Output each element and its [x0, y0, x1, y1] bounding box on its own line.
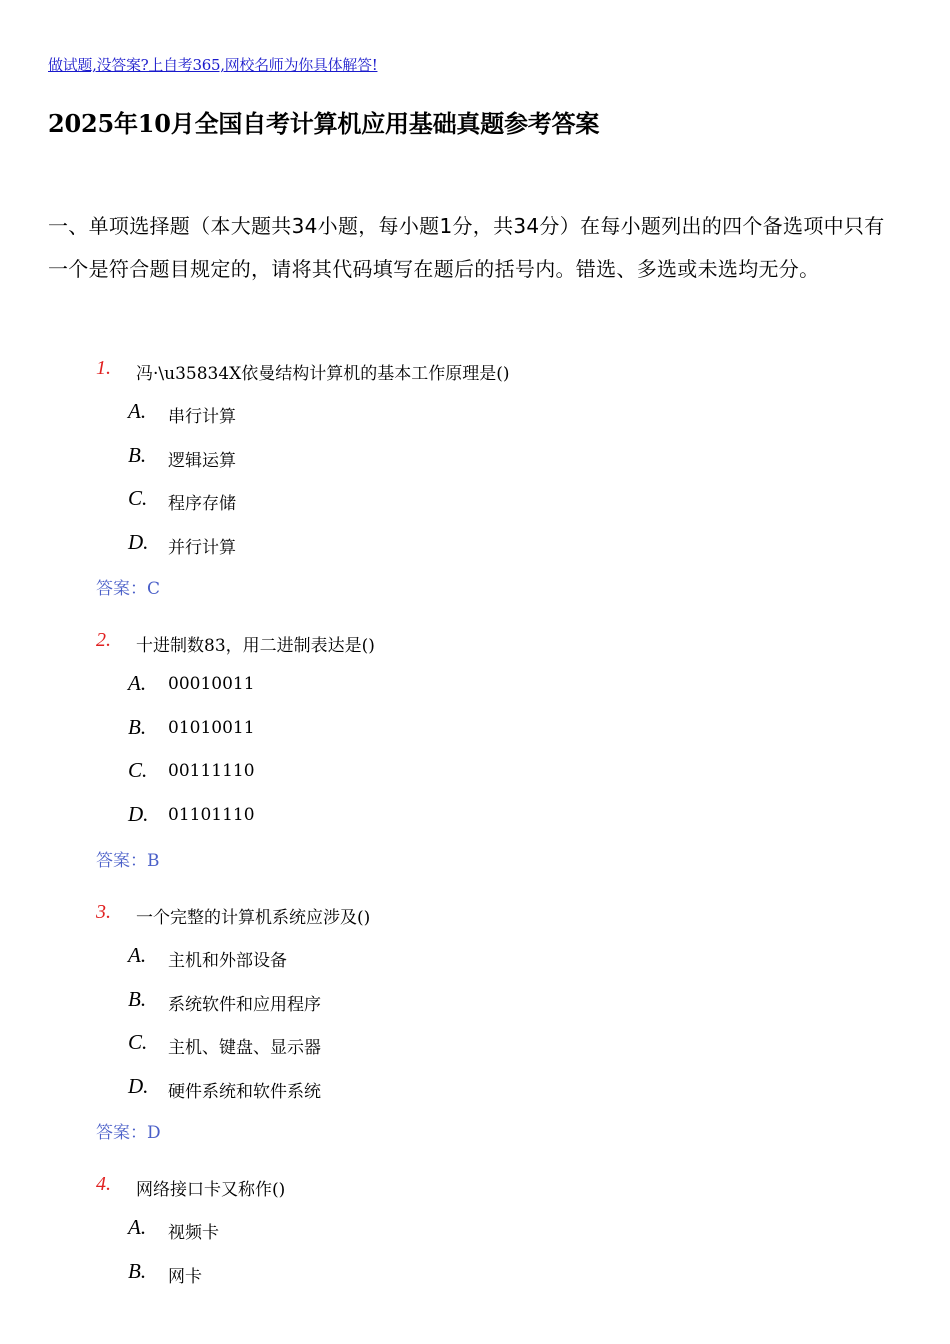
- option-text: 视频卡: [168, 1223, 219, 1243]
- question-item: [96, 351, 916, 614]
- option-text: 网卡: [168, 1266, 202, 1287]
- option-a: [96, 939, 916, 983]
- option-text: 01101110: [168, 805, 255, 826]
- question-text: 十进制数83，用二进制表达是(): [136, 636, 375, 656]
- option-b: [96, 1255, 916, 1299]
- option-b: [96, 983, 916, 1027]
- option-text: 逻辑运算: [168, 450, 236, 471]
- option-letter: B.: [128, 1258, 147, 1283]
- option-text: 程序存储: [168, 494, 236, 515]
- option-text: 串行计算: [168, 407, 236, 427]
- option-d: [96, 526, 916, 570]
- question-item: [96, 1167, 916, 1298]
- promo-link[interactable]: 做试题,没答案?上自考365,网校名师为你具体解答!: [48, 56, 378, 74]
- question-number: 2.: [96, 629, 111, 651]
- question-item: [96, 623, 916, 886]
- question-stem: [96, 1167, 916, 1211]
- option-d: [96, 798, 916, 842]
- option-letter: B.: [128, 714, 147, 739]
- answer-line: 答案：C: [96, 578, 161, 599]
- option-a: [96, 395, 916, 439]
- option-b: [96, 711, 916, 755]
- option-b: [96, 439, 916, 483]
- option-letter: A.: [128, 1215, 147, 1239]
- option-text: 01010011: [168, 717, 255, 738]
- option-text: 硬件系统和软件系统: [168, 1082, 321, 1103]
- option-a: [96, 667, 916, 711]
- question-text: 一个完整的计算机系统应涉及(): [136, 908, 371, 928]
- option-c: [96, 1026, 916, 1070]
- option-a: [96, 1211, 916, 1255]
- question-number: 3.: [96, 901, 111, 923]
- option-letter: D.: [128, 530, 149, 555]
- option-text: 主机、键盘、显示器: [168, 1038, 321, 1059]
- answer-line: 答案：B: [96, 850, 160, 871]
- option-letter: B.: [128, 442, 147, 467]
- option-text: 主机和外部设备: [168, 951, 287, 971]
- answer-line: 答案：D: [96, 1122, 161, 1143]
- question-stem: [96, 895, 916, 939]
- option-letter: A.: [128, 671, 147, 695]
- option-d: [96, 1070, 916, 1114]
- option-letter: B.: [128, 986, 147, 1011]
- option-letter: A.: [128, 399, 147, 423]
- option-c: [96, 482, 916, 526]
- option-letter: C.: [128, 758, 148, 783]
- question-text: 网络接口卡又称作(): [136, 1180, 286, 1200]
- option-c: [96, 754, 916, 798]
- question-stem: [96, 623, 916, 667]
- question-number: 1.: [96, 357, 111, 379]
- question-text: 冯·\u35834X依曼结构计算机的基本工作原理是(): [136, 364, 510, 384]
- question-item: [96, 895, 916, 1158]
- question-number: 4.: [96, 1173, 111, 1195]
- option-text: 00111110: [168, 761, 255, 782]
- option-text: 00010011: [168, 674, 255, 694]
- option-text: 并行计算: [168, 538, 236, 559]
- page-title: 2025年10月全国自考计算机应用基础真题参考答案: [48, 109, 600, 138]
- option-letter: C.: [128, 486, 148, 511]
- option-text: 系统软件和应用程序: [168, 994, 321, 1015]
- section-instructions: 一、单项选择题（本大题共34小题，每小题1分，共34分）在每小题列出的四个备选项中只有一个是符合题目规定的，请将其代码填写在题后的括号内。错选、多选或未选均无分。: [48, 214, 885, 281]
- option-letter: C.: [128, 1030, 148, 1055]
- option-letter: D.: [128, 1074, 149, 1099]
- option-letter: A.: [128, 943, 147, 967]
- option-letter: D.: [128, 802, 149, 827]
- question-stem: [96, 351, 916, 395]
